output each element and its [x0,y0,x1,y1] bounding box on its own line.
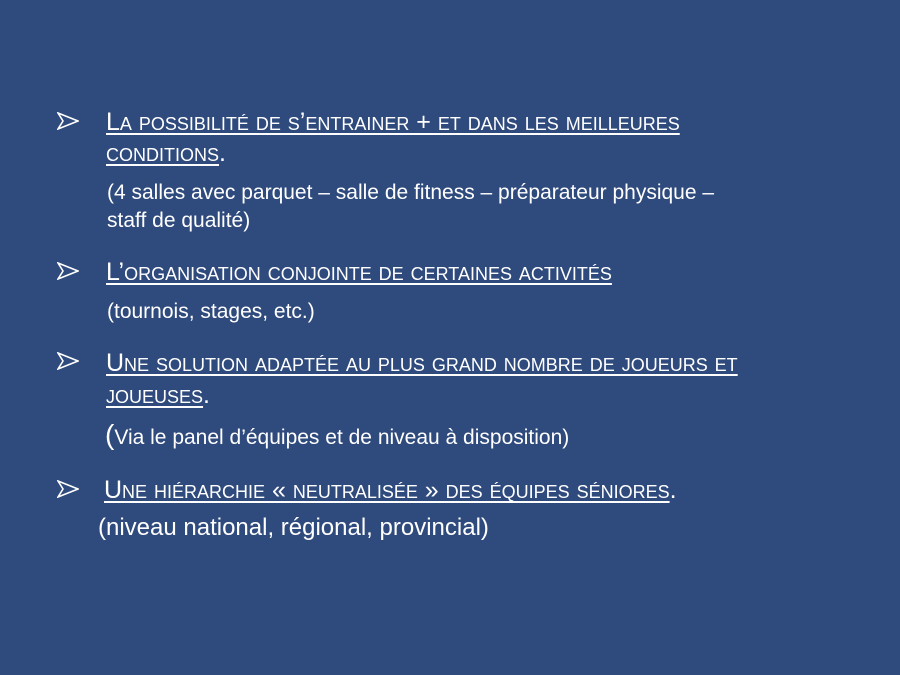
arrowhead-bullet-icon [57,112,79,130]
bullet-1-heading-line-2: conditions. [106,139,226,167]
bullet-3-heading-line-1: Une solution adaptée au plus grand nombre de joueurs et [106,349,738,377]
arrowhead-bullet-icon [57,480,79,498]
bullet-1-detail-line-1: (4 salles avec parquet – salle de fitness – préparateur physique – [107,181,715,204]
arrowhead-bullet-icon [57,352,79,370]
bullet-1-detail-line-2: staff de qualité) [107,209,251,232]
bullet-2-heading: L’organisation conjointe de certaines activités [106,258,612,286]
bullet-3-detail: (Via le panel d’équipes et de niveau à disposition) [105,419,570,450]
bullet-1-heading-line-1: La possibilité de s’entrainer + et dans les meilleures [106,108,680,136]
arrowhead-bullet-icon [57,262,79,280]
bullet-2-detail: (tournois, stages, etc.) [107,300,315,323]
bullet-4-heading: Une hiérarchie « neutralisée » des équipes séniores. [104,476,677,504]
bullet-4-detail: (niveau national, régional, provincial) [98,514,489,541]
bullet-3-heading-line-2: joueuses. [106,381,210,409]
